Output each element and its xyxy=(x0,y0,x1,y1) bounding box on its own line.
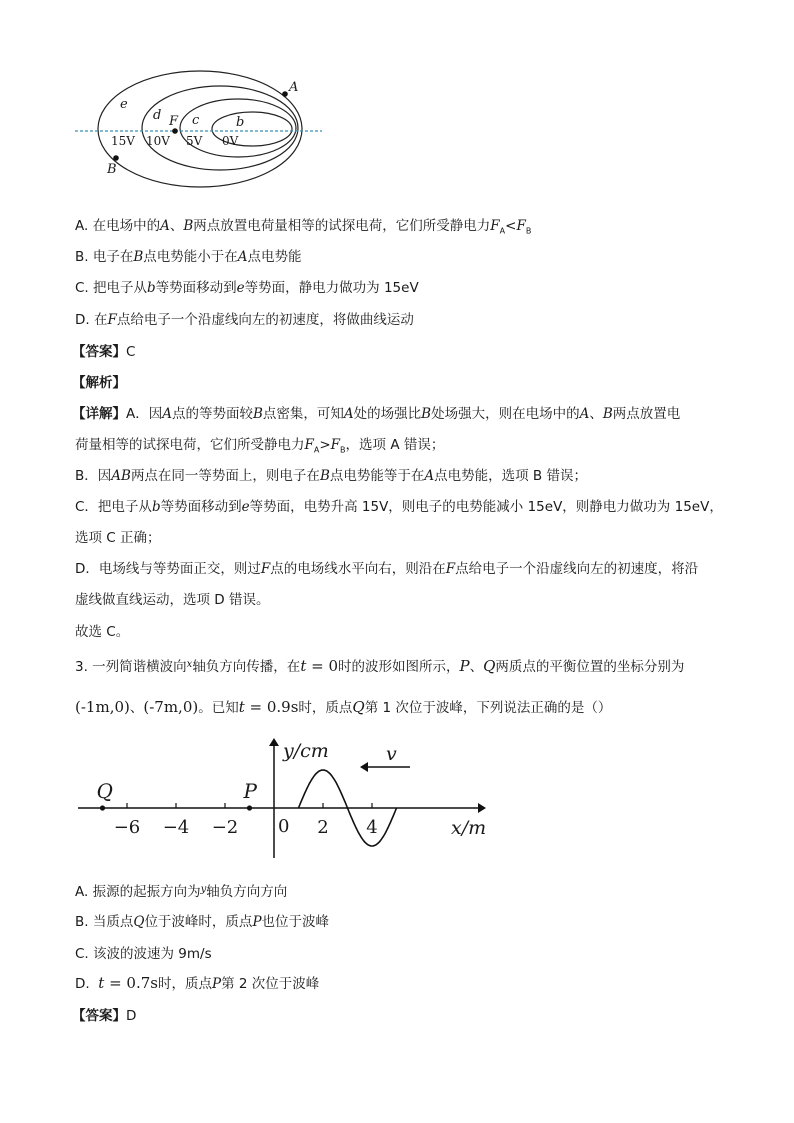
x-tick-label: 4 xyxy=(366,817,378,838)
label-b: b xyxy=(236,115,245,130)
x-axis-arrow xyxy=(478,803,486,813)
q3-stem-line-2: (-1m,0)、(-7m,0)。已知t = 0.9s时，质点Q第 1 次位于波峰，下列说法正确的是（） xyxy=(75,698,612,716)
q2-explanation-line-5: 选项 C 正确； xyxy=(75,530,161,546)
q2-explanation-line-6: D．电场线与等势面正交，则过F点的电场线水平向右，则沿在F点给电子一个沿虚线向左的初速度，将沿 xyxy=(75,561,699,577)
equipotential-e xyxy=(98,71,302,187)
label-F: F xyxy=(169,114,179,129)
point-F xyxy=(172,128,178,134)
potential-10V: 10V xyxy=(146,134,170,148)
x-tick-origin: 0 xyxy=(278,816,290,837)
x-tick-label: −2 xyxy=(211,817,239,838)
q3-stem-line-1: 3. 一列简谐横波向$^x$轴负方向传播，在t = 0时的波形如图所示，P、Q两质点的平衡位置的坐标分别为 xyxy=(75,657,685,675)
velocity-label: v xyxy=(386,743,397,765)
q2-explanation-line-7: 虚线做直线运动，选项 D 错误。 xyxy=(75,592,270,608)
equipotential-figure xyxy=(60,60,350,200)
potential-5V: 5V xyxy=(186,134,203,148)
x-axis-label: x/m xyxy=(451,817,487,839)
q2-answer: 【答案】C xyxy=(72,344,136,360)
q2-option-b: B. 电子在B点电势能小于在A点电势能 xyxy=(75,249,302,265)
label-B: B xyxy=(107,162,117,177)
q2-option-a: A. 在电场中的A、B两点放置电荷量相等的试探电荷，它们所受静电力$F_A<F_B$ xyxy=(75,218,532,236)
label-A: A xyxy=(289,80,299,95)
y-axis-arrow xyxy=(269,738,279,746)
point-P xyxy=(247,805,252,810)
q2-option-c: C. 把电子从b等势面移动到e等势面，静电力做功为 15eV xyxy=(75,280,419,296)
q2-explanation-line-4: C．把电子从b等势面移动到e等势面，电势升高 15V，则电子的电势能减小 15eV，则静电力做功为 15eV， xyxy=(75,499,723,515)
x-tick-label: 2 xyxy=(317,817,329,838)
wave-chart xyxy=(70,730,500,870)
point-A xyxy=(282,91,288,97)
y-axis-label: y/cm xyxy=(283,740,329,762)
q2-explanation-line-1: 【详解】A．因A点的等势面较B点密集，可知A处的场强比B处场强大，则在电场中的A、B两点放置电 xyxy=(72,406,681,422)
x-tick-label: −6 xyxy=(113,817,141,838)
point-label-Q: Q xyxy=(96,779,113,803)
velocity-arrowhead xyxy=(360,762,368,772)
label-e: e xyxy=(120,97,128,112)
label-d: d xyxy=(153,108,162,123)
equipotential-d xyxy=(142,86,298,170)
potential-15V: 15V xyxy=(111,134,135,148)
point-label-P: P xyxy=(243,779,257,803)
label-c: c xyxy=(192,113,200,128)
q2-analysis-tag: 【解析】 xyxy=(72,375,126,391)
x-tick-label: −4 xyxy=(162,817,190,838)
q3-option-c: C. 该波的波速为 9m/s xyxy=(75,946,212,962)
potential-0V: 0V xyxy=(222,134,239,148)
q3-option-b: B. 当质点Q位于波峰时，质点P也位于波峰 xyxy=(75,914,330,930)
point-Q xyxy=(100,805,105,810)
q2-explanation-line-3: B．因AB两点在同一等势面上，则电子在B点电势能等于在A点电势能，选项 B 错误； xyxy=(75,468,587,484)
q2-option-d: D. 在F点给电子一个沿虚线向左的初速度，将做曲线运动 xyxy=(75,312,414,328)
q3-answer: 【答案】D xyxy=(72,1008,137,1024)
q2-explanation-line-2: 荷量相等的试探电荷，它们所受静电力$F_A>F_B$，选项 A 错误； xyxy=(75,437,445,455)
q3-option-a: A. 振源的起振方向为$^y$轴负方向方向 xyxy=(75,884,288,900)
point-B xyxy=(113,155,119,161)
q2-conclusion: 故选 C。 xyxy=(75,624,130,640)
q3-option-d: D. t = 0.7s时，质点P第 2 次位于波峰 xyxy=(75,974,320,992)
